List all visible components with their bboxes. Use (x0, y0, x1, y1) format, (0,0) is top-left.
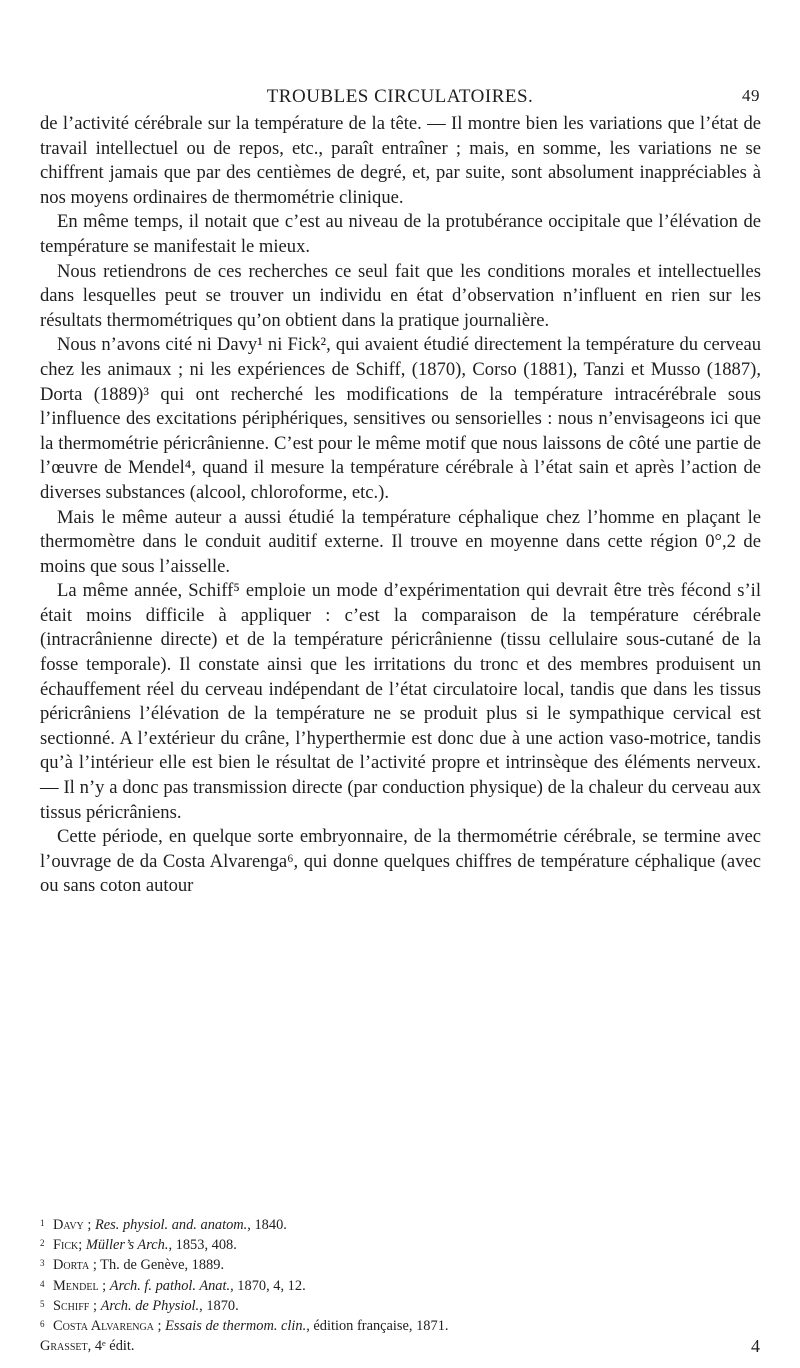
footnote-author: Davy (53, 1217, 84, 1233)
footnote-author: Mendel (53, 1277, 99, 1294)
paragraph: Nous n’avons cité ni Davy¹ ni Fick², qui avaient étudié directement la température du cerveau chez les animaux ; ni les expériences de Schiff, (1870), Corso (1881), Tanzi et Musso (1887), Dorta (1889)³ qui ont recherché les modifications de la température intracérébrale sous l’influence des excitations périphériques, sensitives ou sensorielles : nous n’envisageons ici que la thermométrie péricrânienne. C’est pour le même motif que nous laissons de côté une partie de l’œuvre de Mendel⁴, quand il mesure la température cérébrale à l’état sain et après l’action de diverses substances (alcool, chloroforme, etc.). (40, 334, 761, 503)
footnote-author: Schiff (53, 1297, 90, 1314)
footnote-details: , 1853, 408. (168, 1237, 237, 1254)
footnote-author: Dorta (53, 1257, 90, 1274)
signature-mark: 4 (751, 1336, 760, 1357)
body-text (40, 112, 761, 899)
footnote-number: 1 (40, 1218, 45, 1228)
footnote-separator: ; (98, 1277, 110, 1294)
footnote-details: , 1870. (199, 1297, 239, 1314)
footnote-author: Fick (53, 1237, 79, 1254)
footnote-work: Arch. de Physiol. (100, 1297, 200, 1314)
footnote-work: Müller’s Arch. (85, 1237, 169, 1254)
paragraph: Mais le même auteur a aussi étudié la température céphalique chez l’homme en plaçant le thermomètre dans le conduit auditif externe. Il trouve en moyenne dans cette région 0°,2 de moins que sous l’aisselle. (40, 506, 761, 577)
footnote (40, 1215, 760, 1235)
footnote-separator: ; (83, 1217, 95, 1233)
footnote-details: , édition française, 1871. (306, 1318, 449, 1335)
footnote-work: Res. physiol. and. anatom. (94, 1217, 248, 1233)
footnote-number: 2 (40, 1238, 45, 1249)
page-number: 49 (742, 86, 760, 105)
paragraph: de l’activité cérébrale sur la température de la tête. — Il montre bien les variations que l’état de travail intellectuel ou de repos, etc., paraît entraîner ; mais, en somme, les variations ne se chiffrent jamais que par des centièmes de degré, et, par suite, sont absolument inappréciables à nos moyens ordinaires de thermométrie clinique. (40, 113, 761, 208)
footnote-continuation (40, 1336, 760, 1356)
paragraph: Nous retiendrons de ces recherches ce seul fait que les conditions morales et intellectuelles dans lesquelles peut se trouver un individu en état d’observation n’influent en rien sur les résultats thermométriques qu’on obtient dans la pratique journalière. (40, 260, 761, 331)
footnote (40, 1235, 760, 1255)
footnote-separator: ; (78, 1237, 86, 1254)
footnote-separator: ; (89, 1297, 101, 1314)
footnotes (40, 1215, 760, 1356)
footnote-number: 5 (40, 1298, 45, 1309)
paragraph: La même année, Schiff⁵ emploie un mode d’expérimentation qui devrait être très fécond s’il était moins difficile à appliquer : c’est la comparaison de la température cérébrale (intracrânienne directe) et de la température péricrânienne (tissu cellulaire sous-cutané de la fosse temporale). Il constate ainsi que les irritations du tronc et des membres produisent un échauffement réel du cerveau indépendant de l’état circulatoire local, tandis que dans les tissus péricrâniens l’élévation de la température ne se produit plus si le sympathique cervical est sectionné. A l’extérieur du crâne, l’hyperthermie est donc due à une action vaso-motrice, tandis qu’à l’intérieur elle est bien le résultat de l’activité propre et intrinsèque des éléments nerveux. — Il n’y a donc pas transmission directe (par conduction physique) de la chaleur du cerveau aux tissus péricrâniens. (40, 580, 761, 823)
running-title: TROUBLES CIRCULATOIRES. (266, 86, 534, 107)
paragraph: Cette période, en quelque sorte embryonnaire, de la thermométrie cérébrale, se termine avec l’ouvrage de da Costa Alvarenga⁶, qui donne quelques chiffres de température céphalique (avec ou sans coton autour (40, 826, 761, 897)
footnote (40, 1276, 760, 1296)
footnote-details: , 4ᵉ édit. (87, 1338, 135, 1355)
footnote (40, 1296, 760, 1316)
footnote-number: 3 (40, 1258, 45, 1269)
footnote-separator: ; (153, 1318, 166, 1335)
footnote-details: Th. de Genève, 1889. (100, 1257, 225, 1274)
footnote-author: Grasset (40, 1338, 88, 1355)
footnote-details: , 1840. (247, 1217, 287, 1233)
footnote-number: 6 (40, 1319, 45, 1330)
footnote-number: 4 (40, 1278, 45, 1289)
paragraph: En même temps, il notait que c’est au niveau de la protubérance occipitale que l’élévation de température se manifestait le mieux. (40, 211, 761, 257)
footnote (40, 1316, 760, 1336)
footnote (40, 1255, 760, 1275)
running-header (40, 86, 760, 110)
footnote-details: , 1870, 4, 12. (230, 1277, 306, 1294)
footnote-work: Essais de thermom. clin. (165, 1318, 307, 1335)
footnote-work: Arch. f. pathol. Anat. (109, 1277, 231, 1294)
footnote-author: Costa Alvarenga (53, 1318, 154, 1335)
footnote-separator: ; (89, 1257, 101, 1274)
